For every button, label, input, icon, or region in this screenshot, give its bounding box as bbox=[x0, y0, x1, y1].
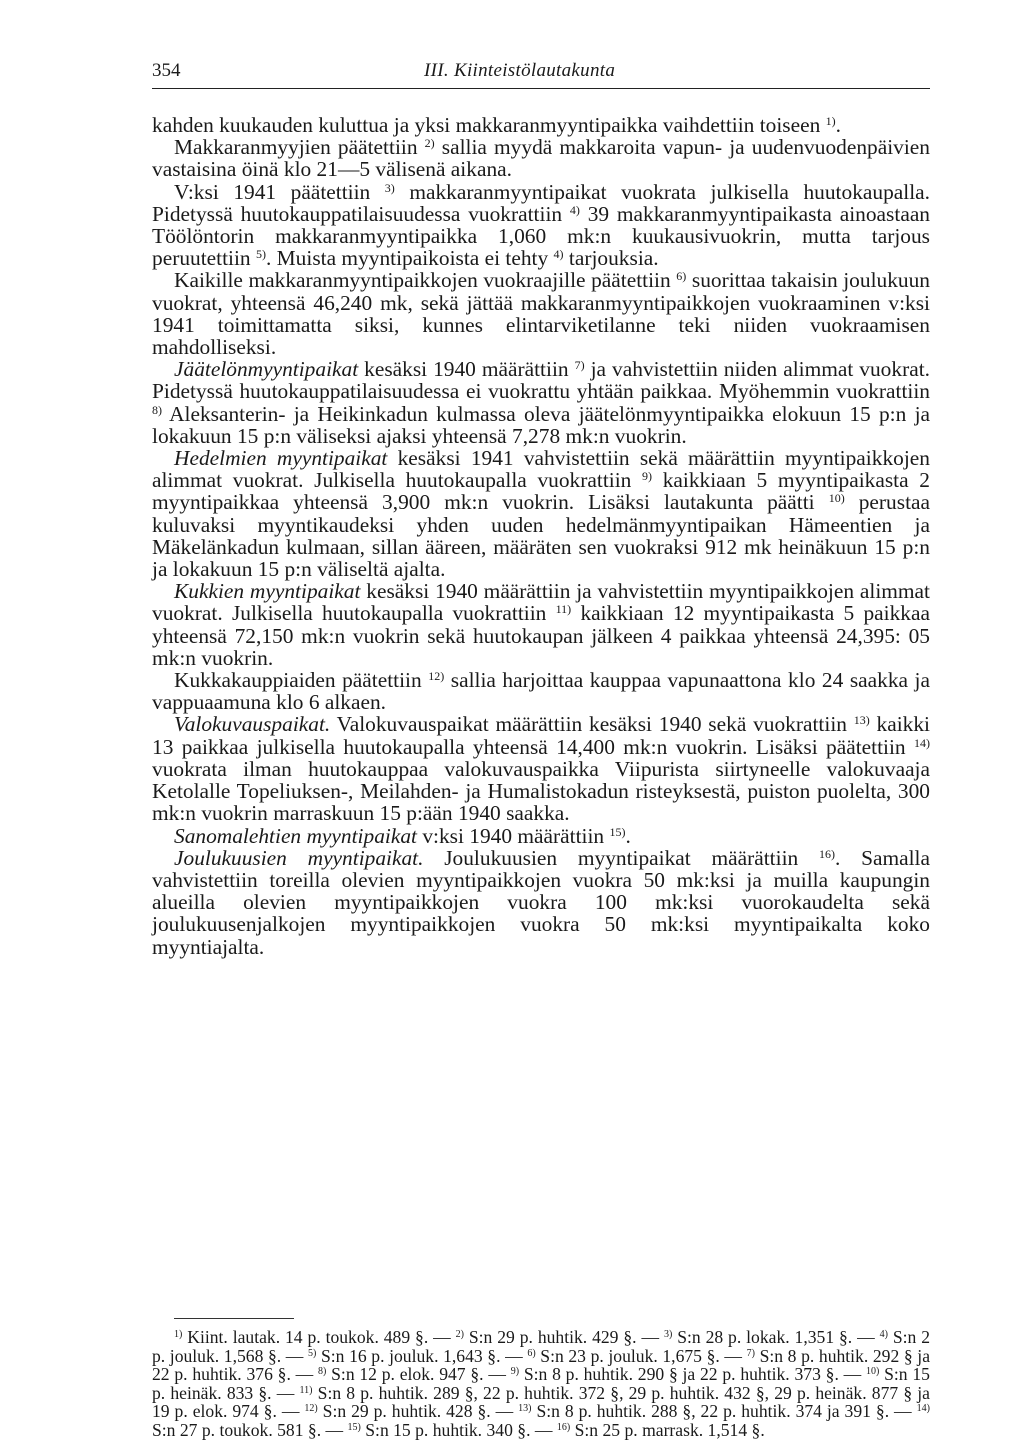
section-title-valokuvaus: Valokuvauspaikat. bbox=[174, 712, 331, 737]
section-title-joulukuuset: Joulukuusien myyntipaikat. bbox=[174, 845, 424, 870]
footnotes bbox=[152, 1328, 930, 1440]
paragraph-1: kahden kuukauden kuluttua ja yksi makkaranmyyntipaikka vaihdettiin toiseen $^{1)}$. bbox=[152, 113, 842, 137]
section-title-hedelmat: Hedelmien myyntipaikat bbox=[174, 446, 388, 471]
paragraph-5: Jäätelönmyyntipaikat kesäksi 1940 määrättiin $^{7)}$ ja vahvistettiin niiden alimmat vuokrat. Pidetyssä huutokauppatilaisuudessa ei vuokrattu yhtään paikkaa. Myöhemmin vuokrattiin $^{8)}$ Aleksanterin- ja Heikinkadun kulmassa oleva jäätelönmyyntipaikka elokuun 15 p:n ja lokakuun 15 p:n väliseksi ajaksi yhteensä 7,278 mk:n vuokrin. bbox=[152, 357, 931, 448]
running-head: III. Kiinteistölautakunta bbox=[424, 60, 616, 81]
paragraph-6: Hedelmien myyntipaikat kesäksi 1941 vahvistettiin sekä määrättiin myyntipaikkojen alimmat vuokrat. Julkisella huutokaupalla vuokrattiin $^{9)}$ kaikkiaan 5 myyntipaikasta 2 myyntipaikkaa yhteensä 3,900 mk:n vuokrin. Lisäksi lautakunta päätti $^{10)}$ perustaa kuluvaksi myyntikaudeksi yhden uuden hedelmänmyyntipaikan Hämeentien ja Mäkelänkadun kulmaan, sillan ääreen, määräten sen vuokraksi 912 mk heinäkuun 15 p:n ja lokakuun 15 p:n väliseltä ajalta. bbox=[152, 446, 930, 582]
section-title-sanomalehdet: Sanomalehtien myyntipaikat bbox=[174, 823, 417, 848]
paragraph-4: Kaikille makkaranmyyntipaikkojen vuokraajille päätettiin $^{6)}$ suorittaa takaisin joulukuun vuokrat, yhteensä 46,240 mk, sekä jättää makkaranmyyntipaikkojen vuokraaminen v:ksi 1941 toimittamatta siksi, kunnes elintarviketilanne teki niiden vuokraamisen mahdolliseksi. bbox=[152, 268, 930, 360]
paragraph-11: Joulukuusien myyntipaikat. Joulukuusien myyntipaikat määrättiin $^{16)}$. Samalla vahvistettiin toreilla olevien myyntipaikkojen vuokra 50 mk:ksi ja muilla kaupungin alueilla olevien myyntipaikkojen vuokra 100 mk:ksi vuorokaudelta sekä joulukuusenjalkojen myyntipaikkojen vuokra 50 mk:ksi myyntipaikalta koko myyntiajalta. bbox=[152, 845, 930, 959]
page-header bbox=[152, 58, 930, 89]
footnote-divider bbox=[174, 1318, 294, 1319]
footnote-block: $^{1)}$ Kiint. lautak. 14 p. toukok. 489 §. — $^{2)}$ S:n 29 p. huhtik. 429 §. — $^{3)}$ S:n 28 p. lokak. 1,351 §. — $^{4)}$ S:n 2 p. jouluk. 1,568 §. — $^{5)}$ S:n 16 p. jouluk. 1,643 §. — $^{6)}$ S:n 23 p. jouluk. 1,675 §. — $^{7)}$ S:n 8 p. huhtik. 292 § ja 22 p. huhtik. 376 §. — $^{8)}$ S:n 12 p. elok. 947 §. — $^{9)}$ S:n 8 p. huhtik. 290 § ja 22 p. huhtik. 373 §. — $^{10)}$ S:n 15 p. heinäk. 833 §. — $^{11)}$ S:n 8 p. huhtik. 289 §, 22 p. huhtik. 372 §, 29 p. huhtik. 432 §, 29 p. heinäk. 877 § ja 19 p. elok. 974 §. — $^{12)}$ S:n 29 p. huhtik. 428 §. — $^{13)}$ S:n 8 p. huhtik. 288 §, 22 p. huhtik. 374 ja 391 §. — $^{14)}$ S:n 27 p. toukok. 581 §. — $^{15)}$ S:n 15 p. huhtik. 340 §. — $^{16)}$ S:n 25 p. marrask. 1,514 §. bbox=[152, 1327, 931, 1440]
paragraph-2: Makkaranmyyjien päätettiin $^{2)}$ sallia myydä makkaroita vapun- ja uudenvuodenpäivien vastaisina öinä klo 21—5 välisenä aikana. bbox=[152, 135, 930, 182]
page-number: 354 bbox=[152, 60, 181, 81]
paragraph-3: V:ksi 1941 päätettiin $^{3)}$ makkaranmyyntipaikat vuokrata julkisella huutokaupalla. Pidetyssä huutokauppatilaisuudessa vuokrattiin $^{4)}$ 39 makkaranmyyntipaikasta ainoastaan Töölöntorin makkaranmyyntipaikka 1,060 mk:n kuukausivuokrin, mutta tarjous peruutettiin $^{5)}$. Muista myyntipaikoista ei tehty $^{4)}$ tarjouksia. bbox=[152, 179, 931, 271]
paragraph-9: Valokuvauspaikat. Valokuvauspaikat määrättiin kesäksi 1940 sekä vuokrattiin $^{13)}$ kaikki 13 paikkaa julkisella huutokaupalla yhteensä 14,400 mk:n vuokrin. Lisäksi päätettiin $^{14)}$ vuokrata ilman huutokauppaa valokuvauspaikka Viipurista siirtyneelle valokuvaaja Ketolalle Topeliuksen-, Meilahden- ja Humalistokadun risteyksestä, puiston puolelta, 300 mk:n vuokrin marraskuun 15 p:ään 1940 saakka. bbox=[152, 712, 930, 826]
paragraph-8: Kukkakauppiaiden päätettiin $^{12)}$ sallia harjoittaa kauppaa vapunaattona klo 24 saakka ja vappuaamuna klo 6 alkaen. bbox=[152, 668, 930, 715]
section-title-jaatelo: Jäätelönmyyntipaikat bbox=[174, 357, 359, 382]
paragraph-7: Kukkien myyntipaikat kesäksi 1940 määrättiin ja vahvistettiin myyntipaikkojen alimmat vuokrat. Julkisella huutokaupalla vuokrattiin $^{11)}$ kaikkiaan 12 myyntipaikasta 5 paikkaa yhteensä 72,150 mk:n vuokrin sekä huutokaupan jälkeen 4 paikkaa yhteensä 24,395: 05 mk:n vuokrin. bbox=[152, 579, 930, 670]
section-title-kukat: Kukkien myyntipaikat bbox=[174, 579, 361, 604]
paragraph-10: Sanomalehtien myyntipaikat v:ksi 1940 määrättiin $^{15)}$. bbox=[174, 823, 631, 848]
main-text bbox=[152, 114, 930, 958]
